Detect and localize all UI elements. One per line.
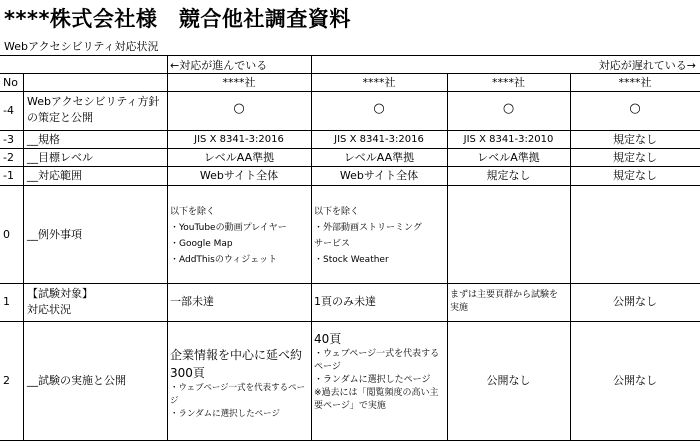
row-label: Webアクセシビリティ方針 の策定と公開: [27, 95, 160, 124]
row-no: -4: [3, 104, 14, 117]
cell-value: 一部未達: [170, 295, 214, 308]
header-company-1: ****社: [222, 76, 256, 89]
cell-value: 企業情報を中心に延べ約 300頁 ・ウェブページ一式を代表するページ ・ランダムに選択したページ: [170, 348, 306, 419]
cell-value: JIS X 8341-3:2016: [334, 134, 424, 145]
cell-value: JIS X 8341-3:2016: [194, 134, 284, 145]
cell-value: Webサイト全体: [199, 169, 279, 182]
row-label: __目標レベル: [27, 151, 93, 164]
cell-value: 規定なし: [486, 169, 531, 182]
row-label: __例外事項: [27, 228, 82, 241]
header-company-4: ****社: [618, 76, 652, 89]
cell-value: 1頁のみ未達: [314, 295, 376, 308]
page-title: ****株式会社様 競合他社調査資料: [4, 7, 351, 31]
exception-list: 以下を除く ・YouTubeの動画プレイヤー ・Google Map ・AddThisのウィジェット: [170, 207, 287, 265]
cell-value: レベルA準拠: [477, 151, 540, 164]
cell-value: レベルAA準拠: [203, 151, 275, 164]
row-no: 2: [3, 374, 10, 387]
cell-value: 公開なし: [613, 295, 657, 308]
header-company-2: ****社: [362, 76, 396, 89]
cell-value: Webサイト全体: [339, 169, 419, 182]
cell-value: ○: [233, 101, 245, 116]
cell-value: ○: [629, 101, 641, 116]
page-subtitle: Webアクセシビリティ対応状況: [4, 40, 159, 53]
row-no: -1: [3, 169, 14, 182]
cell-value: 規定なし: [613, 169, 657, 182]
header-no: No: [3, 76, 18, 89]
cell-value: まずは主要頁群から試験を 実施: [450, 290, 559, 313]
cell-value: 規定なし: [613, 133, 657, 146]
row-label: __規格: [27, 133, 60, 146]
row-label: 【試験対象】 対応状況: [27, 287, 93, 316]
cell-value: 40頁 ・ウェブページ一式を代表する ページ ・ランダムに選択したページ ※過去には「閲覧頻度の高い主 要ページ」で実施: [314, 332, 440, 411]
progress-arrow-left: ←対応が進んでいる: [170, 59, 268, 72]
header-company-3: ****社: [492, 76, 525, 89]
row-label: __試験の実施と公開: [27, 374, 126, 387]
row-no: -2: [3, 151, 14, 164]
cell-value: ○: [373, 101, 385, 116]
cell-value: レベルAA準拠: [343, 151, 415, 164]
row-no: 1: [3, 295, 10, 308]
exception-list: 以下を除く ・外部動画ストリーミング サービス ・Stock Weather: [314, 207, 422, 265]
row-no: 0: [3, 228, 10, 241]
cell-value: 公開なし: [486, 374, 531, 387]
row-no: -3: [3, 133, 14, 146]
cell-value: 規定なし: [613, 151, 657, 164]
cell-value: JIS X 8341-3:2010: [463, 134, 554, 145]
progress-arrow-right: 対応が遅れている→: [598, 59, 696, 72]
row-label: __対応範囲: [27, 169, 82, 182]
cell-value: 公開なし: [613, 374, 657, 387]
cell-value: ○: [502, 101, 515, 116]
